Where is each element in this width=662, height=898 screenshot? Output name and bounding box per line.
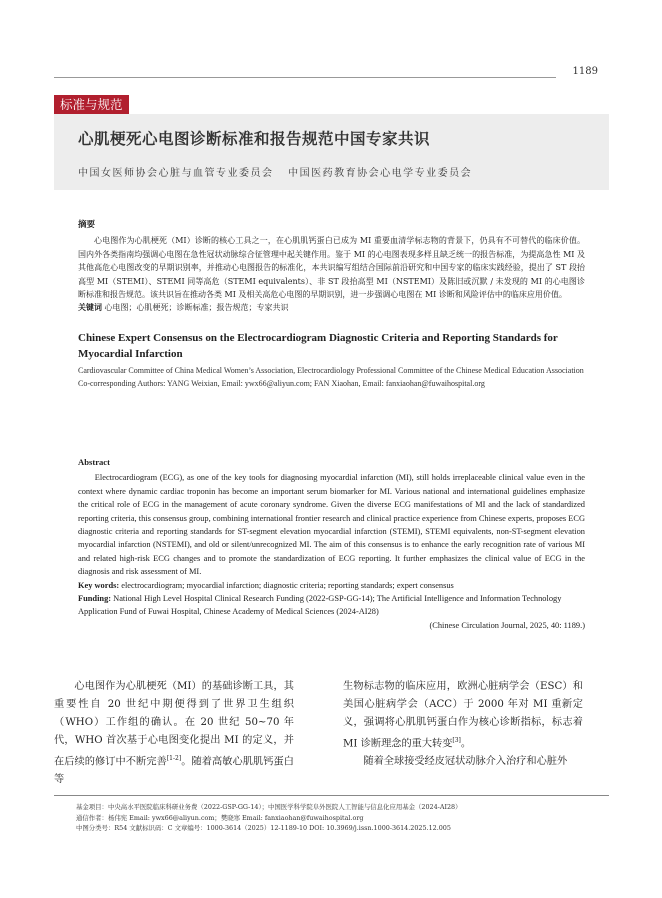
body-column-left [54, 678, 294, 789]
reference-link[interactable]: [1-2] [166, 755, 182, 762]
keywords-cn [78, 301, 585, 314]
body-left-text: 心电图作为心肌梗死（MI）的基础诊断工具，其重要性自 20 世纪中期便得到了世界卫生组织（WHO）工作组的确认。在 20 世纪 50~70 年代，WHO 首次基于心电图变化提出 MI 的定义，并在后续的修订中不断完善 [54, 681, 294, 768]
footnotes [76, 802, 606, 834]
organizations-cn: 中国女医师协会心脏与血管专业委员会 中国医药教育协会心电学专业委员会 [78, 168, 473, 179]
body-paragraph-2: 随着全球接受经皮冠状动脉介入治疗和心脏外 [363, 756, 568, 768]
page-title-en: Chinese Expert Consensus on the Electrocardiogram Diagnostic Criteria and Reporting Standards for Myocardial Infarction [78, 332, 558, 360]
body-right-tail: 。 [460, 738, 472, 750]
abstract-en [78, 456, 585, 632]
keywords-cn-text: 心电图；心肌梗死；诊断标准；报告规范；专家共识 [104, 303, 289, 313]
funding-en-text: National High Level Hospital Clinical Research Funding (2022-GSP-GG-14); The Artificial Intelligence and Information Technology Application Fund of Fuwai Hospital, Chinese Academy of Medical Sciences (2024-AI28) [78, 594, 562, 617]
keywords-en [78, 579, 585, 592]
keywords-en-label: Key words: [78, 580, 120, 590]
abstract-cn [78, 219, 585, 315]
page-title-cn: 心肌梗死心电图诊断标准和报告规范中国专家共识 [78, 130, 431, 148]
reference-link[interactable]: [3] [452, 737, 461, 744]
page-number: 1189 [572, 66, 598, 77]
body-left-tail: 。随着高敏心肌肌钙蛋白等 [54, 756, 294, 786]
section-tag: 标准与规范 [54, 95, 129, 115]
body-paragraph [343, 678, 583, 753]
footnote-fund: 基金项目：中央高水平医院临床科研业务费（2022-GSP-GG-14）；中国医学科学院阜外医院人工智能与信息化应用基金（2024-AI28） [76, 803, 462, 811]
abstract-en-text: Electrocardiogram (ECG), as one of the key tools for diagnosing myocardial infarction (MI), still holds irreplaceable clinical value even in the context where dynamic cardiac troponin has become an important serum biomarker for MI. Various national and international guidelines emphasize the critical role of ECG in the management of acute coronary syndrome. Given the diverse ECG manifestations of MI and the lack of standardized reporting criteria, this consensus group, combining international frontier research and clinical practice experience from Chinese experts, proposes ECG diagnostic criteria and reporting standards for ST-segment elevation myocardial infarction (STEMI), STEMI equivalents, non-ST-segment elevation myocardial infarction (NSTEMI), and old or silent/unrecognized MI. The aim of this consensus is to enhance the early recognition rate of various MI and related high-risk ECG changes and to promote the standardization of ECG reporting. It further emphasizes the clinical value of ECG in the diagnosis and risk assessment of MI. [78, 473, 585, 577]
abstract-cn-heading: 摘要 [78, 220, 96, 230]
keywords-en-text: electrocardiogram; myocardial infarction; diagnostic criteria; reporting standards; expert consensus [121, 580, 454, 590]
funding-en [78, 592, 585, 619]
abstract-en-heading: Abstract [78, 457, 110, 467]
authors-en: Co-corresponding Authors: YANG Weixian, Email: ywx66@aliyun.com; FAN Xiaohan, Email: fanxiaohan@fuwaihospital.org [78, 379, 485, 389]
header-rule [54, 77, 556, 78]
footnote-rule [54, 795, 609, 796]
funding-en-label: Funding: [78, 594, 112, 604]
citation: (Chinese Circulation Journal, 2025, 40: 1189.) [429, 620, 585, 630]
footnote-classification: 中图分类号：R54 文献标识码：C 文章编号：1000-3614（2025）12-1189-10 DOI: 10.3969/j.issn.1000-3614.2025.12.005 [76, 824, 451, 832]
body-right-text: 生物标志物的临床应用，欧洲心脏病学会（ESC）和美国心脏病学会（ACC）于 2000 年对 MI 重新定义，强调将心肌肌钙蛋白作为核心诊断指标，标志着 MI 诊断理念的重大转变 [343, 681, 583, 750]
organizations-en: Cardiovascular Committee of China Medical Women’s Association, Electrocardiology Professional Committee of the Chinese Medical Education Association [78, 366, 584, 375]
keywords-cn-label: 关键词 [78, 303, 102, 313]
abstract-cn-text: 心电图作为心肌梗死（MI）诊断的核心工具之一，在心肌肌钙蛋白已成为 MI 重要血清学标志物的背景下，仍具有不可替代的临床价值。国内外各类指南均强调心电图在急性冠状动脉综合征管理中起关键作用。鉴于 MI 的心电图表现多样且缺乏统一的报告标准，为提高急性 MI 及其他高危心电图改变的早期识别率，并推动心电图报告的标准化，本共识编写组结合国际前沿研究和中国专家的临床实践经验，提出了 ST 段抬高型 MI（STEMI）、STEMI 同等高危（STEMI equivalents）、非 ST 段抬高型 MI（NSTEMI）及陈旧或沉默 / 未发现的 MI 的心电图诊断标准和报告规范。该共识旨在推动各类 MI 及相关高危心电图的早期识别，进一步强调心电图在 MI 诊断和风险评估中的临床应用价值。 [78, 236, 585, 300]
body-column-right [343, 678, 583, 771]
body-paragraph [54, 678, 294, 789]
en-meta [78, 364, 585, 391]
footnote-authors: 通信作者：杨伟宪 Email: ywx66@aliyun.com；樊晓寒 Email: fanxiaohan@fuwaihospital.org [76, 813, 364, 822]
